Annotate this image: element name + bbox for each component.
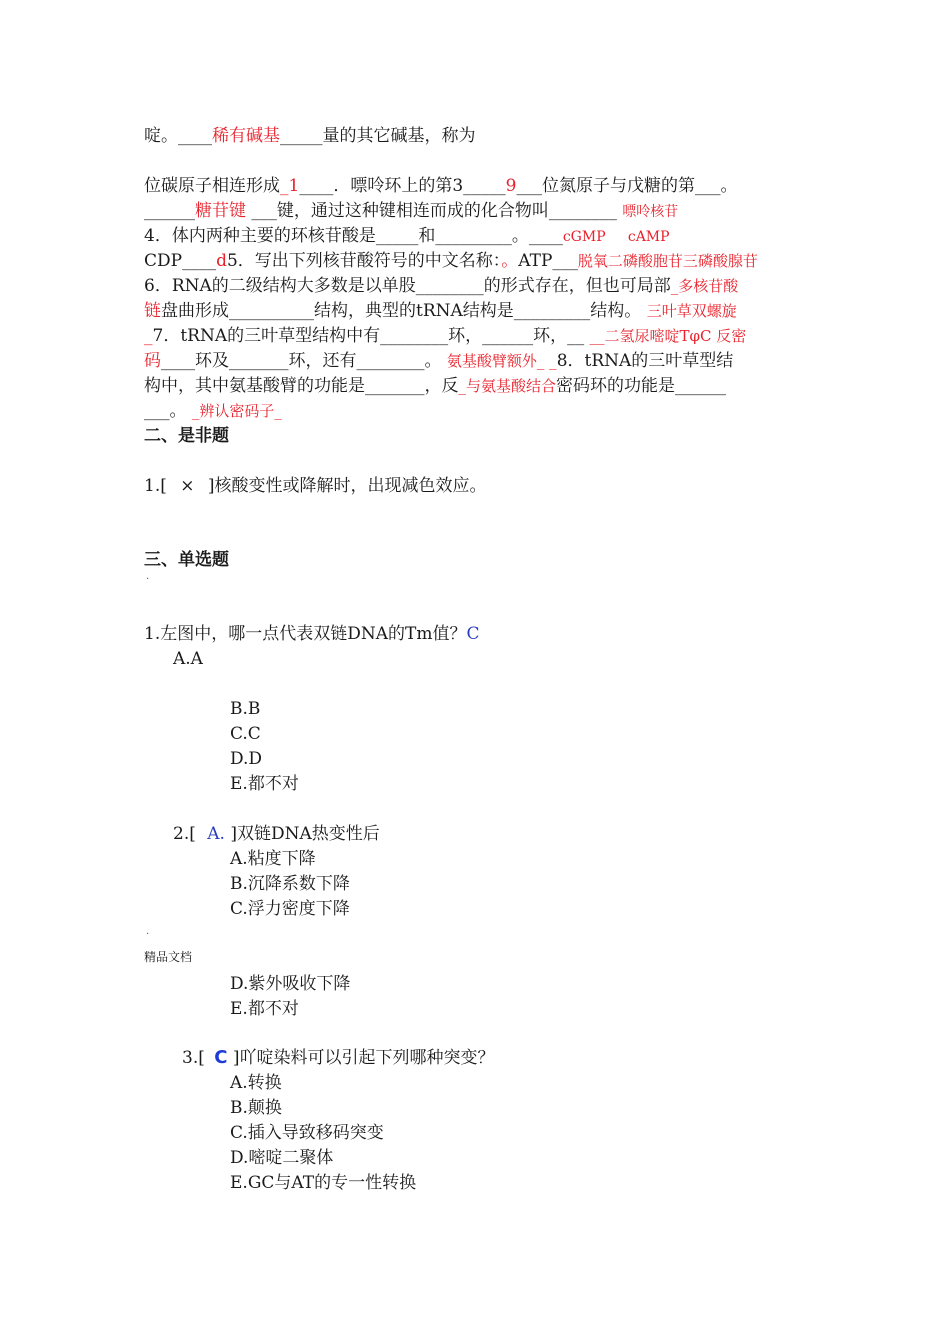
answer-text: 。: [501, 251, 519, 271]
text: 位碳原子相连形成: [144, 176, 280, 196]
fill-line-4: [144, 224, 670, 249]
question-text: ]双链DNA热变性后: [224, 824, 380, 844]
question-2: [173, 822, 380, 846]
question-text: ]吖啶染料可以引起下列哪种突变？: [227, 1048, 495, 1068]
answer-text: _辨认密码子_: [191, 402, 282, 420]
q3-option-a: A.转换: [230, 1073, 282, 1093]
fill-line-11: [144, 399, 282, 423]
fill-line-5: [144, 249, 758, 273]
text: 密码环的功能是______: [556, 376, 727, 396]
fill-line-2: [144, 174, 737, 198]
text: ]核酸变性或降解时，出现减色效应。: [202, 476, 487, 496]
answer-text: 三叶草双螺旋: [646, 302, 737, 320]
q1-option-d: D.D: [230, 749, 263, 769]
q1-option-a: A.A: [173, 649, 203, 669]
fill-line-10: [144, 374, 726, 398]
answer-text: 嘌呤核苷: [622, 204, 679, 220]
text: ATP___: [518, 251, 578, 271]
text: ___位氮原子与戊糖的第___。: [516, 176, 738, 196]
text: 2.[: [173, 824, 202, 844]
page-break-dot: .: [146, 926, 150, 937]
question-1: [144, 622, 479, 646]
text: 啶。____: [144, 126, 212, 146]
fill-line-7: [144, 299, 737, 323]
true-false-question-1: [144, 474, 487, 498]
fill-line-1: [144, 124, 476, 148]
answer-text: _1: [280, 176, 300, 196]
answer-text: 糖苷键: [195, 201, 246, 221]
answer-text: 码: [144, 351, 161, 371]
fill-line-3: [144, 199, 678, 224]
text: 8．tRNA的三叶草型结: [556, 351, 734, 371]
answer-text: C: [214, 1047, 228, 1068]
text: ___键，通过这种键相连而成的化合物叫________: [246, 201, 623, 221]
fill-line-6: [144, 274, 738, 298]
text: ___。: [144, 401, 192, 421]
q1-option-e: E.都不对: [230, 774, 299, 794]
q2-option-a: A.粘度下降: [230, 849, 316, 869]
q2-option-b: B.沉降系数下降: [230, 874, 350, 894]
q2-option-d: D.紫外吸收下降: [230, 974, 351, 994]
section-heading-true-false: 二、是非题: [144, 426, 229, 446]
answer-text: 脱氧二磷酸胞苷三磷酸腺苷: [577, 252, 758, 270]
answer-text: _: [144, 326, 153, 346]
answer-text: A.: [207, 824, 225, 844]
text: ______: [144, 201, 195, 221]
answer-text: 9: [505, 176, 517, 196]
text: _____量的其它碱基，称为: [280, 126, 476, 146]
q3-option-b: B.颠换: [230, 1098, 282, 1118]
answer-text: C: [466, 624, 480, 644]
section-heading-single-choice: 三、单选题: [144, 550, 229, 570]
q3-option-c: C.插入导致移码突变: [230, 1123, 384, 1143]
q1-option-b: B.B: [230, 699, 261, 719]
fill-line-8: [144, 324, 746, 348]
text: ____环及_______环，还有________。: [161, 351, 447, 371]
answer-mark: ×: [180, 476, 195, 496]
footer-label: 精品文档: [144, 950, 193, 964]
text: 6．RNA的二级结构大多数是以单股________的形式存在，但也可局部: [144, 276, 671, 296]
answer-text: _与氨基酸结合: [458, 377, 557, 395]
answer-text: 链: [144, 301, 161, 321]
fill-line-9: [144, 349, 733, 373]
answer-text: cGMP cAMP: [562, 229, 670, 245]
text: 3.[: [182, 1048, 211, 1068]
q3-option-e: E.GC与AT的专一性转换: [230, 1173, 417, 1193]
text: 1.[: [144, 476, 173, 496]
stray-dot: .: [146, 571, 150, 582]
text: 7．tRNA的三叶草型结构中有________环，______环，__: [152, 326, 590, 346]
text: 盘曲形成__________结构，典型的tRNA结构是_________结构。: [161, 301, 647, 321]
question-3: [182, 1046, 495, 1070]
q3-option-d: D.嘧啶二聚体: [230, 1148, 334, 1168]
answer-text: _多核苷酸: [670, 277, 739, 295]
text: CDP____: [144, 251, 217, 271]
text: 5．写出下列核苷酸符号的中文名称：: [226, 251, 502, 271]
q1-option-c: C.C: [230, 724, 261, 744]
answer-text: __二氢尿嘧啶TφC 反密: [589, 327, 747, 345]
q2-option-c: C.浮力密度下降: [230, 899, 350, 919]
q2-option-e: E.都不对: [230, 999, 299, 1019]
question-text: 1.左图中，哪一点代表双链DNA的Tm值？: [144, 624, 467, 644]
text: 构中，其中氨基酸臂的功能是_______，反: [144, 376, 459, 396]
answer-text: 稀有碱基: [212, 126, 280, 146]
answer-text: d: [216, 251, 227, 271]
answer-text: 氨基酸臂额外_ _: [446, 352, 557, 370]
text: ____．嘌呤环上的第3_____: [299, 176, 506, 196]
text: 4．体内两种主要的环核苷酸是_____和_________。____: [144, 226, 563, 246]
